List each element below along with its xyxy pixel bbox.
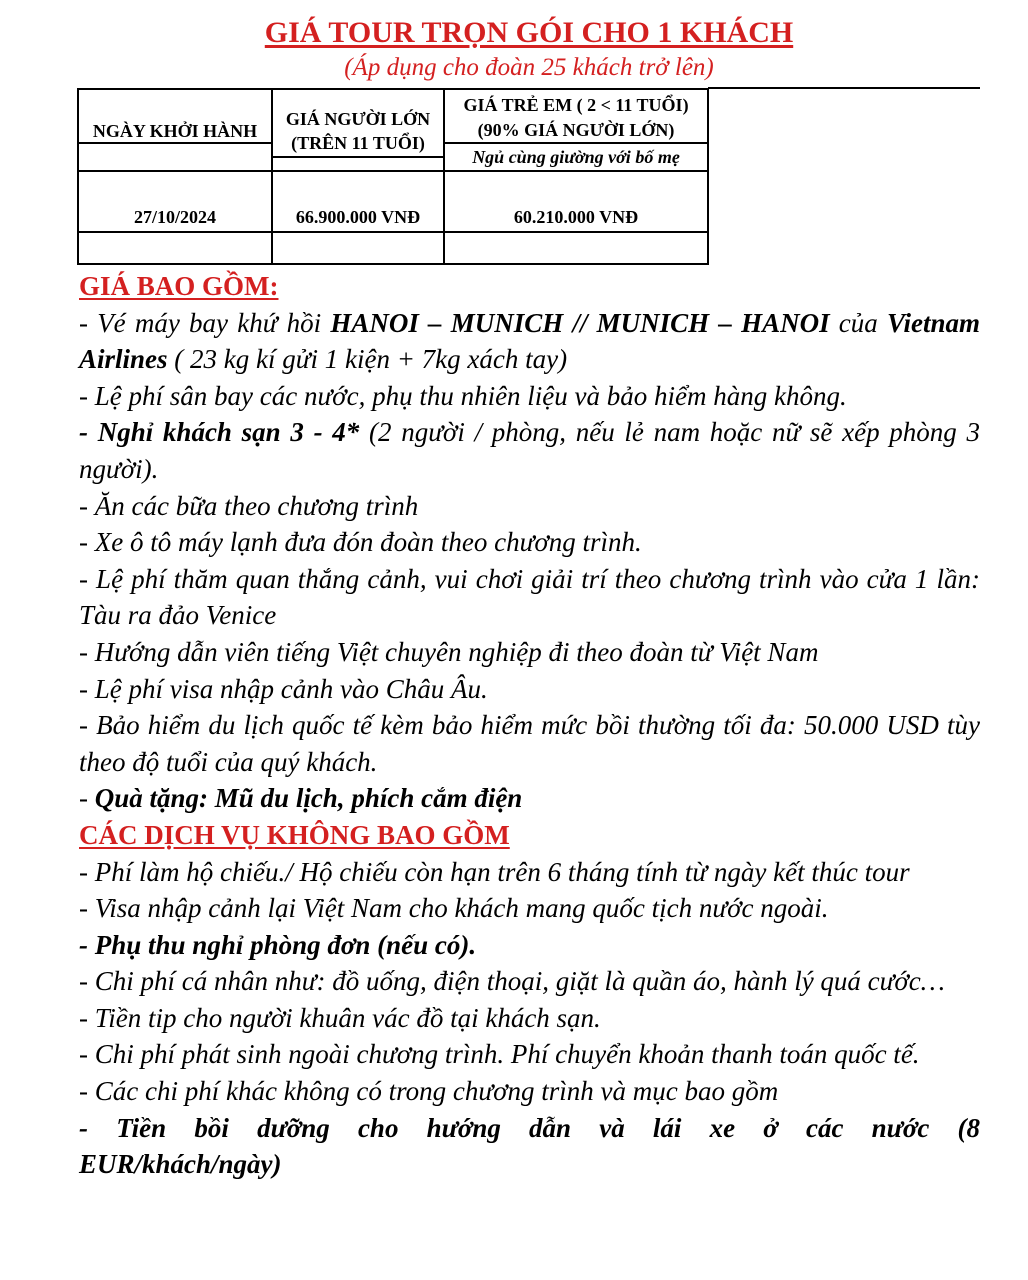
child-price: 60.210.000 VNĐ [513, 207, 639, 227]
list-item: - Chi phí cá nhân như: đồ uống, điện thoại, giặt là quần áo, hành lý quá cước… [79, 966, 945, 997]
list-item: - Vé máy bay khứ hồi HANOI – MUNICH // MUNICH – HANOI của Vietnam Airlines ( 23 kg kí gửi 1 kiện + 7kg xách tay) [79, 307, 981, 375]
list-item: - Các chi phí khác không có trong chương trình và mục bao gồm [79, 1076, 779, 1107]
list-item: - Nghỉ khách sạn 3 - 4* (2 người / phòng, nếu lẻ nam hoặc nữ sẽ xếp phòng 3 người). [79, 417, 980, 484]
col-header-child-note: (90% GIÁ NGƯỜI LỚN) [477, 120, 675, 140]
included-heading: GIÁ BAO GỒM: [79, 271, 279, 301]
table-divider [445, 142, 707, 144]
page-subtitle: (Áp dụng cho đoàn 25 khách trở lên) [344, 54, 714, 81]
list-item: - Ăn các bữa theo chương trình [79, 490, 419, 521]
list-item: - Lệ phí visa nhập cảnh vào Châu Âu. [79, 673, 488, 704]
departure-date: 27/10/2024 [133, 207, 216, 227]
col-header-adult: GIÁ NGƯỜI LỚN [285, 109, 431, 129]
table-divider [79, 170, 707, 172]
list-item: - Chi phí phát sinh ngoài chương trình. Phí chuyển khoản thanh toán quốc tế. [79, 1039, 920, 1070]
col-header-child: GIÁ TRẺ EM ( 2 < 11 TUỔI) [463, 95, 689, 115]
table-divider [79, 142, 271, 144]
col-header-child-bed: Ngủ cùng giường với bố mẹ [472, 147, 680, 167]
list-item: - Lệ phí thăm quan thắng cảnh, vui chơi giải trí theo chương trình vào cửa 1 lần: Tàu ra đảo Venice [79, 563, 980, 631]
list-item: - Tiền bồi dưỡng cho hướng dẫn và lái xe ở các nước (8 EUR/khách/ngày) [79, 1112, 980, 1180]
list-item: - Phí làm hộ chiếu./ Hộ chiếu còn hạn trên 6 tháng tính từ ngày kết thúc tour [79, 856, 910, 887]
list-item: - Quà tặng: Mũ du lịch, phích cắm điện [79, 783, 523, 814]
list-item: - Phụ thu nghỉ phòng đơn (nếu có). [79, 929, 477, 960]
adult-price: 66.900.000 VNĐ [295, 207, 421, 227]
tour-details [79, 268, 980, 1183]
list-item: - Lệ phí sân bay các nước, phụ thu nhiên liệu và bảo hiểm hàng không. [79, 380, 847, 411]
list-item: - Bảo hiểm du lịch quốc tế kèm bảo hiểm mức bồi thường tối đa: 50.000 USD tùy theo độ tuổi của quý khách. [79, 710, 980, 777]
page-title: GIÁ TOUR TRỌN GÓI CHO 1 KHÁCH [264, 16, 794, 49]
list-item: - Hướng dẫn viên tiếng Việt chuyên nghiệp đi theo đoàn từ Việt Nam [79, 636, 819, 667]
col-header-departure: NGÀY KHỞI HÀNH [92, 121, 258, 141]
list-item: - Xe ô tô máy lạnh đưa đón đoàn theo chương trình. [79, 527, 642, 558]
excluded-heading: CÁC DỊCH VỤ KHÔNG BAO GỒM [79, 819, 510, 850]
list-item: - Tiền tip cho người khuân vác đồ tại khách sạn. [79, 1002, 601, 1033]
table-divider [79, 231, 707, 233]
table-divider [273, 156, 443, 158]
price-table [77, 88, 709, 265]
list-item: - Visa nhập cảnh lại Việt Nam cho khách mang quốc tịch nước ngoài. [79, 893, 829, 924]
divider [708, 87, 980, 89]
col-header-adult-note: (TRÊN 11 TUỔI) [291, 133, 425, 153]
